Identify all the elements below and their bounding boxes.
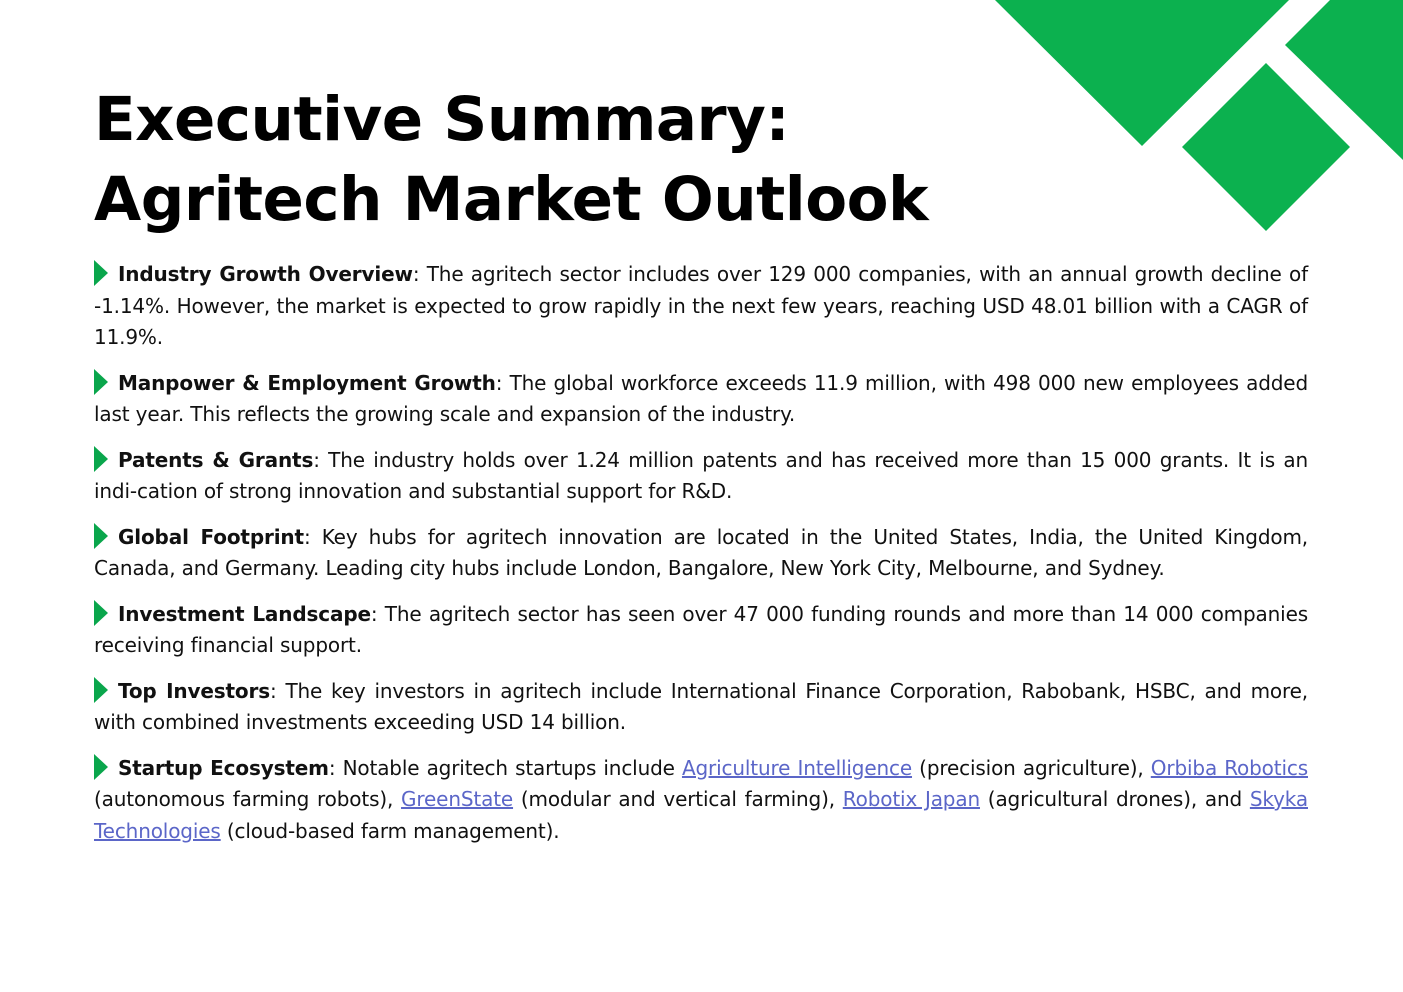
item-text: (modular and vertical farming), xyxy=(513,787,843,811)
bullet-arrow-icon xyxy=(94,260,108,286)
diamond-shape xyxy=(1182,63,1350,231)
item-text: : The global workforce exceeds 11.9 million, with 498 000 new employees added last year. This reflects the growing scale and expansion of the industry. xyxy=(94,370,1308,426)
item-text: : The agritech sector includes over 129 000 companies, with an annual growth decline of -1.14%. However, the market is expected to grow rapidly in the next few years, reaching USD 48.01 billion with a CAGR of 11.9%. xyxy=(94,262,1309,349)
page-title xyxy=(94,80,994,240)
item-text: : The key investors in agritech include International Finance Corporation, Rabobank, HSBC, and more, with combined investments exceeding USD 14 billion. xyxy=(94,678,1308,734)
item-heading: Patents & Grants xyxy=(118,447,314,472)
bullet-arrow-icon xyxy=(94,677,108,703)
link-robotix-japan[interactable]: Robotix Japan xyxy=(842,787,980,811)
list-item-startup-ecosystem xyxy=(94,753,1308,848)
list-item-global-footprint xyxy=(94,522,1308,585)
list-item-investment xyxy=(94,599,1308,662)
title-line-1: Executive Summary: xyxy=(94,84,790,155)
bullet-arrow-icon xyxy=(94,446,108,472)
right-corner-shape xyxy=(1285,0,1403,160)
item-text: : The agritech sector has seen over 47 000 funding rounds and more than 14 000 companies receiving financial support. xyxy=(94,601,1308,657)
list-item-manpower xyxy=(94,368,1308,431)
list-item-top-investors xyxy=(94,676,1308,739)
link-agriculture-intelligence[interactable]: Agriculture Intelligence xyxy=(681,755,913,780)
item-text: (cloud-based farm management). xyxy=(220,818,560,843)
summary-list xyxy=(94,259,1308,861)
item-text: : Key hubs for agritech innovation are located in the United States, India, the United Kingdom, Canada, and Germany. Leading city hubs include London, Bangalore, New York City, Melbourne, and Sydney. xyxy=(94,524,1308,580)
link-orbiba-robotics[interactable]: Orbiba Robotics xyxy=(1150,755,1308,780)
link-skyka-technologies[interactable]: Skyka Technologies xyxy=(94,787,1308,843)
link-greenstate[interactable]: GreenState xyxy=(401,787,514,811)
title-line-2: Agritech Market Outlook xyxy=(94,164,929,235)
list-item-industry-growth xyxy=(94,259,1308,354)
item-heading: Startup Ecosystem xyxy=(118,755,329,780)
large-triangle-shape xyxy=(995,0,1289,146)
item-heading: Industry Growth Overview xyxy=(118,262,413,286)
item-text: : The industry holds over 1.24 million patents and has received more than 15 000 grants. It is an indi-cation of strong innovation and substantial support for R&D. xyxy=(94,447,1308,503)
item-heading: Investment Landscape xyxy=(118,601,371,626)
item-heading: Global Footprint xyxy=(118,524,304,549)
bullet-arrow-icon xyxy=(94,600,108,626)
item-text: (precision agriculture), xyxy=(912,755,1151,780)
item-heading: Top Investors xyxy=(118,678,270,703)
item-text: : Notable agritech startups include xyxy=(328,755,682,780)
item-text: (agricultural drones), and xyxy=(979,787,1250,811)
item-heading: Manpower & Employment Growth xyxy=(118,370,496,395)
bullet-arrow-icon xyxy=(94,369,108,395)
bullet-arrow-icon xyxy=(94,754,108,780)
list-item-patents xyxy=(94,445,1308,508)
item-text: (autonomous farming robots), xyxy=(94,787,402,811)
bullet-arrow-icon xyxy=(94,523,108,549)
